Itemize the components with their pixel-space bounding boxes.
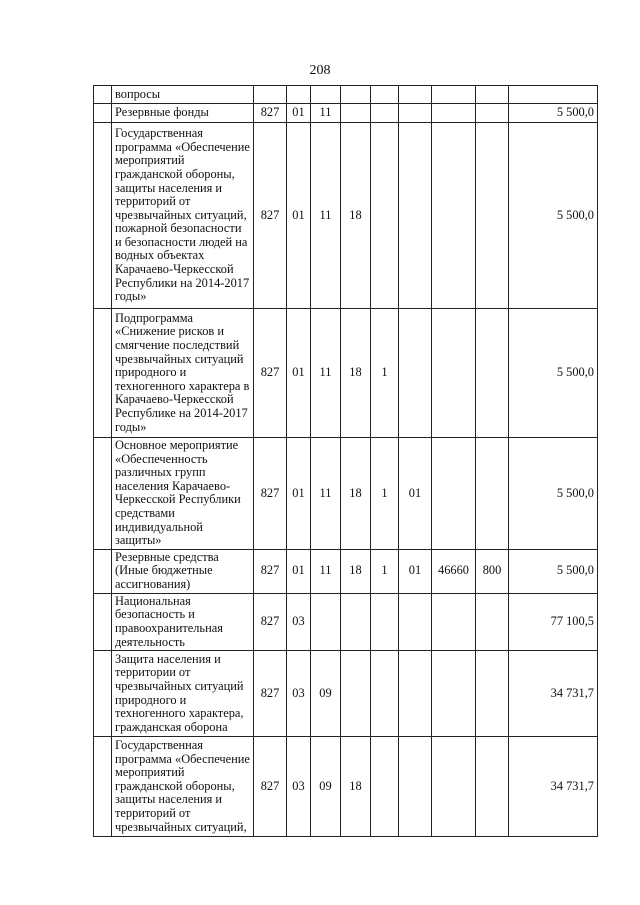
subsection-code-cell: 11 bbox=[311, 309, 341, 438]
section-code-cell: 01 bbox=[287, 123, 311, 309]
program-code-cell: 18 bbox=[341, 438, 371, 550]
program-code-cell bbox=[341, 593, 371, 650]
section-code-cell: 03 bbox=[287, 651, 311, 737]
subprogram-code-cell bbox=[371, 651, 399, 737]
amount-cell bbox=[509, 86, 598, 104]
admin-code-cell: 827 bbox=[254, 309, 287, 438]
expense-type-cell bbox=[476, 309, 509, 438]
subprogram-code-cell bbox=[371, 593, 399, 650]
name-cell: Национальная безопасность и правоохранительная деятельность bbox=[112, 593, 254, 650]
admin-code-cell: 827 bbox=[254, 549, 287, 593]
expense-type-cell bbox=[476, 651, 509, 737]
direction-code-cell bbox=[432, 104, 476, 123]
admin-code-cell: 827 bbox=[254, 123, 287, 309]
program-code-cell bbox=[341, 104, 371, 123]
section-code-cell: 03 bbox=[287, 593, 311, 650]
direction-code-cell: 46660 bbox=[432, 549, 476, 593]
direction-code-cell bbox=[432, 737, 476, 837]
admin-code-cell: 827 bbox=[254, 104, 287, 123]
expense-type-cell bbox=[476, 737, 509, 837]
table-row bbox=[94, 651, 598, 737]
subsection-code-cell: 11 bbox=[311, 104, 341, 123]
direction-code-cell bbox=[432, 651, 476, 737]
table-row bbox=[94, 104, 598, 123]
direction-code-cell bbox=[432, 309, 476, 438]
amount-cell: 5 500,0 bbox=[509, 104, 598, 123]
direction-code-cell bbox=[432, 86, 476, 104]
row-marker-cell bbox=[94, 549, 112, 593]
subsection-code-cell: 09 bbox=[311, 737, 341, 837]
event-code-cell bbox=[399, 737, 432, 837]
event-code-cell bbox=[399, 104, 432, 123]
page-number: 208 bbox=[309, 63, 331, 78]
table-row bbox=[94, 309, 598, 438]
table-row bbox=[94, 123, 598, 309]
name-cell: Основное мероприятие «Обеспеченность различных групп населения Карачаево-Черкесской Республики средствами индивидуальной защиты» bbox=[112, 438, 254, 550]
event-code-cell bbox=[399, 86, 432, 104]
name-cell: Резервные фонды bbox=[112, 104, 254, 123]
amount-cell: 5 500,0 bbox=[509, 438, 598, 550]
expense-type-cell: 800 bbox=[476, 549, 509, 593]
admin-code-cell: 827 bbox=[254, 593, 287, 650]
subprogram-code-cell bbox=[371, 86, 399, 104]
subsection-code-cell bbox=[311, 593, 341, 650]
expense-type-cell bbox=[476, 123, 509, 309]
section-code-cell: 01 bbox=[287, 309, 311, 438]
amount-cell: 5 500,0 bbox=[509, 549, 598, 593]
admin-code-cell: 827 bbox=[254, 737, 287, 837]
section-code-cell: 01 bbox=[287, 104, 311, 123]
row-marker-cell bbox=[94, 104, 112, 123]
expense-type-cell bbox=[476, 86, 509, 104]
row-marker-cell bbox=[94, 86, 112, 104]
expense-type-cell bbox=[476, 438, 509, 550]
event-code-cell: 01 bbox=[399, 438, 432, 550]
event-code-cell bbox=[399, 651, 432, 737]
budget-table bbox=[93, 85, 598, 837]
expense-type-cell bbox=[476, 104, 509, 123]
program-code-cell: 18 bbox=[341, 123, 371, 309]
subprogram-code-cell bbox=[371, 123, 399, 309]
section-code-cell bbox=[287, 86, 311, 104]
table-row bbox=[94, 438, 598, 550]
program-code-cell bbox=[341, 651, 371, 737]
subprogram-code-cell bbox=[371, 737, 399, 837]
expense-type-cell bbox=[476, 593, 509, 650]
direction-code-cell bbox=[432, 438, 476, 550]
event-code-cell bbox=[399, 309, 432, 438]
amount-cell: 5 500,0 bbox=[509, 309, 598, 438]
event-code-cell bbox=[399, 593, 432, 650]
row-marker-cell bbox=[94, 651, 112, 737]
name-cell: Государственная программа «Обеспечение мероприятий гражданской обороны, защиты населения и территорий от чрезвычайных ситуаций, bbox=[112, 737, 254, 837]
section-code-cell: 03 bbox=[287, 737, 311, 837]
direction-code-cell bbox=[432, 593, 476, 650]
program-code-cell: 18 bbox=[341, 309, 371, 438]
name-cell: Защита населения и территории от чрезвычайных ситуаций природного и техногенного характера, гражданская оборона bbox=[112, 651, 254, 737]
direction-code-cell bbox=[432, 123, 476, 309]
amount-cell: 34 731,7 bbox=[509, 651, 598, 737]
row-marker-cell bbox=[94, 737, 112, 837]
admin-code-cell bbox=[254, 86, 287, 104]
row-marker-cell bbox=[94, 438, 112, 550]
name-cell: вопросы bbox=[112, 86, 254, 104]
subprogram-code-cell bbox=[371, 104, 399, 123]
program-code-cell: 18 bbox=[341, 549, 371, 593]
subsection-code-cell: 11 bbox=[311, 549, 341, 593]
row-marker-cell bbox=[94, 593, 112, 650]
row-marker-cell bbox=[94, 309, 112, 438]
subprogram-code-cell: 1 bbox=[371, 438, 399, 550]
subsection-code-cell: 09 bbox=[311, 651, 341, 737]
row-marker-cell bbox=[94, 123, 112, 309]
name-cell: Подпрограмма «Снижение рисков и смягчение последствий чрезвычайных ситуаций природного и техногенного характера в Карачаево-Черкесской Республике на 2014-2017 годы» bbox=[112, 309, 254, 438]
section-code-cell: 01 bbox=[287, 438, 311, 550]
table-row bbox=[94, 593, 598, 650]
name-cell: Государственная программа «Обеспечение мероприятий гражданской обороны, защиты населения и территорий от чрезвычайных ситуаций, пожарной безопасности и безопасности людей на водных объектах Карачаево-Черкесской Республики на 2014-2017 годы» bbox=[112, 123, 254, 309]
event-code-cell: 01 bbox=[399, 549, 432, 593]
amount-cell: 5 500,0 bbox=[509, 123, 598, 309]
admin-code-cell: 827 bbox=[254, 438, 287, 550]
section-code-cell: 01 bbox=[287, 549, 311, 593]
event-code-cell bbox=[399, 123, 432, 309]
subsection-code-cell bbox=[311, 86, 341, 104]
subsection-code-cell: 11 bbox=[311, 123, 341, 309]
table-row bbox=[94, 86, 598, 104]
amount-cell: 77 100,5 bbox=[509, 593, 598, 650]
subprogram-code-cell: 1 bbox=[371, 309, 399, 438]
table-row bbox=[94, 549, 598, 593]
amount-cell: 34 731,7 bbox=[509, 737, 598, 837]
program-code-cell bbox=[341, 86, 371, 104]
admin-code-cell: 827 bbox=[254, 651, 287, 737]
name-cell: Резервные средства (Иные бюджетные ассигнования) bbox=[112, 549, 254, 593]
program-code-cell: 18 bbox=[341, 737, 371, 837]
table-row bbox=[94, 737, 598, 837]
subsection-code-cell: 11 bbox=[311, 438, 341, 550]
subprogram-code-cell: 1 bbox=[371, 549, 399, 593]
